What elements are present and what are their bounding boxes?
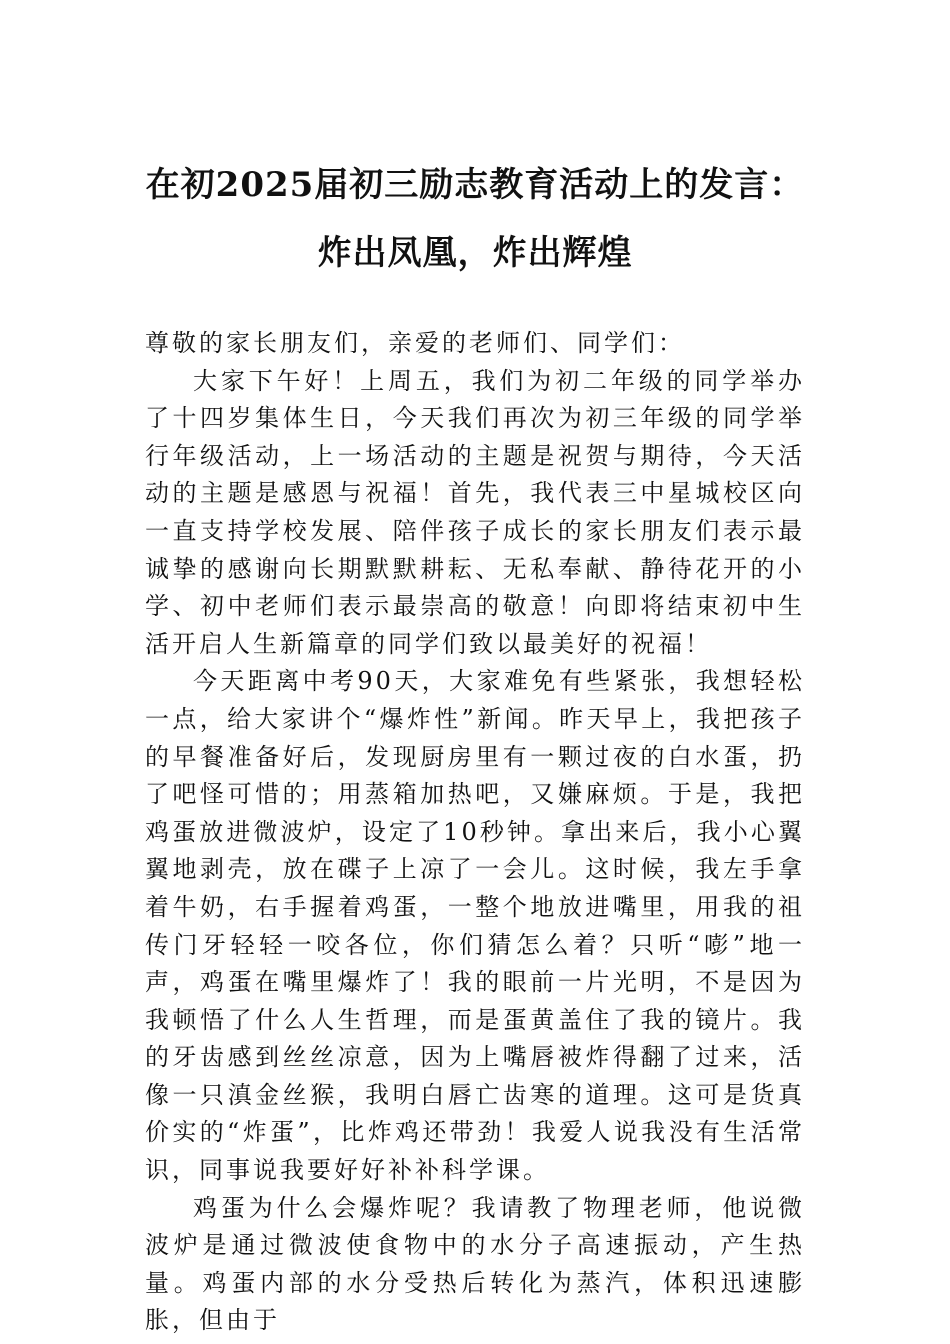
document-title-line-2: 炸出凤凰，炸出辉煌 xyxy=(317,233,633,273)
paragraph-egg-story: 今天距离中考90天，大家难免有些紧张，我想轻松一点，给大家讲个“爆炸性”新闻。昨天早上，我把孩子的早餐准备好后，发现厨房里有一颗过夜的白水蛋，扔了吧怪可惜的；用蒸箱加热吧，又嫌麻烦。于是，我把鸡蛋放进微波炉，设定了10秒钟。拿出来后，我小心翼翼地剥壳，放在碟子上凉了一会儿。这时候，我左手拿着牛奶，右手握着鸡蛋，一整个地放进嘴里，用我的祖传门牙轻轻一咬各位，你们猜怎么着？只听“嘭”地一声，鸡蛋在嘴里爆炸了！我的眼前一片光明，不是因为我顿悟了什么人生哲理，而是蛋黄盖住了我的镜片。我的牙齿感到丝丝凉意，因为上嘴唇被炸得翻了过来，活像一只滇金丝猴，我明白唇亡齿寒的道理。这可是货真价实的“炸蛋”，比炸鸡还带劲！我爱人说我没有生活常识，同事说我要好好补补科学课。 xyxy=(145,667,805,1185)
document-title-line-1: 在初2025届初三励志教育活动上的发言： xyxy=(145,165,805,205)
document-body xyxy=(145,325,805,1340)
paragraph-physics: 鸡蛋为什么会爆炸呢？我请教了物理老师，他说微波炉是通过微波使食物中的水分子高速振动，产生热量。鸡蛋内部的水分受热后转化为蒸汽，体积迅速膨胀，但由于 xyxy=(145,1193,805,1335)
paragraph-greeting: 大家下午好！上周五，我们为初二年级的同学举办了十四岁集体生日，今天我们再次为初三年级的同学举行年级活动，上一场活动的主题是祝贺与期待，今天活动的主题是感恩与祝福！首先，我代表三中星城校区向一直支持学校发展、陪伴孩子成长的家长朋友们表示最诚挚的感谢向长期默默耕耘、无私奉献、静待花开的小学、初中老师们表示最崇高的敬意！向即将结束初中生活开启人生新篇章的同学们致以最美好的祝福！ xyxy=(145,366,805,658)
salutation: 尊敬的家长朋友们，亲爱的老师们、同学们： xyxy=(145,329,685,357)
